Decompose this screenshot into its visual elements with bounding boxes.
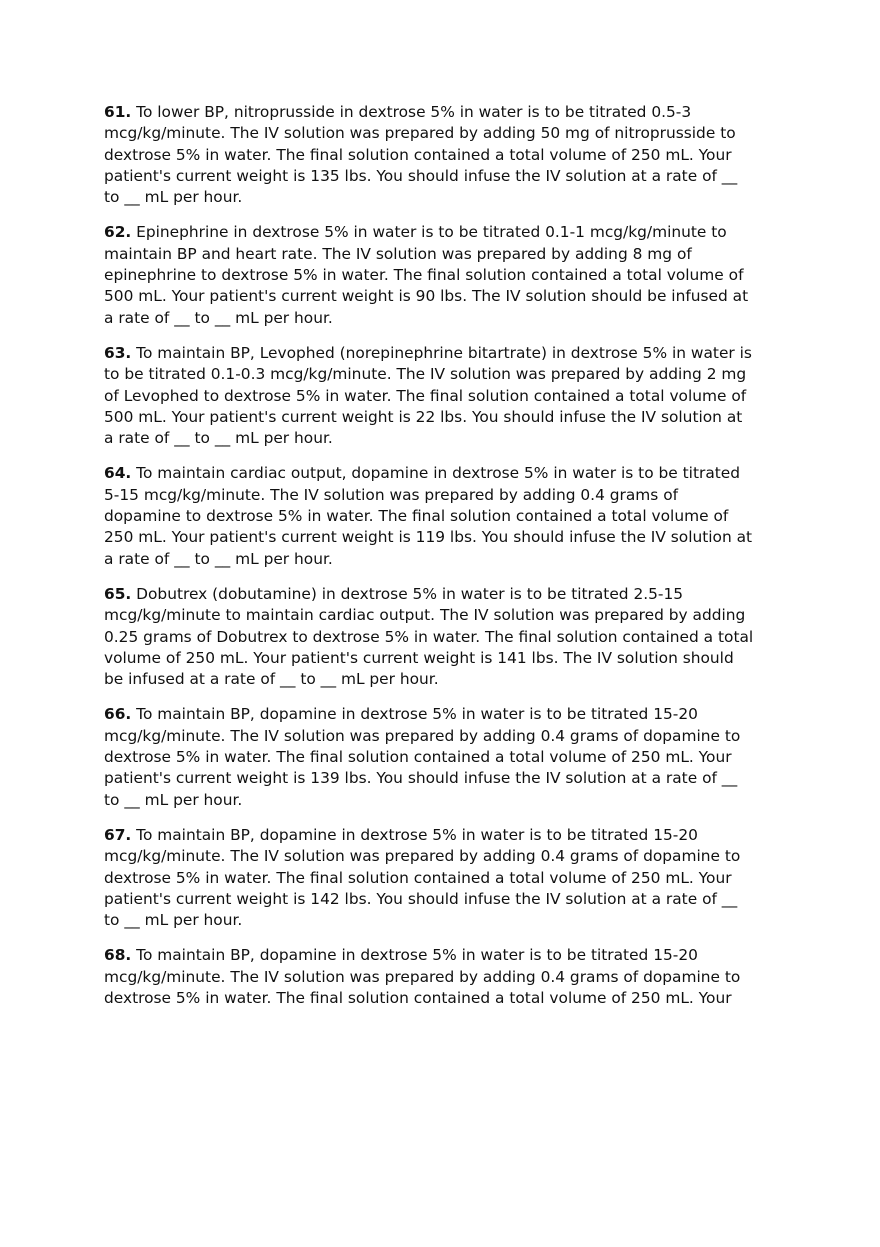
question-line: dextrose 5% in water. The final solution contained a total volume of 250 mL. Your — [104, 748, 732, 767]
question-line: 5-15 mcg/kg/minute. The IV solution was prepared by adding 0.4 grams of — [104, 485, 679, 504]
question-67 — [104, 825, 784, 931]
question-line: epinephrine to dextrose 5% in water. The final solution contained a total volume of — [104, 266, 744, 285]
question-line: volume of 250 mL. Your patient's current weight is 141 lbs. The IV solution should — [104, 648, 734, 667]
question-65 — [104, 584, 784, 690]
question-number: 62. — [104, 223, 132, 242]
question-number: 63. — [104, 343, 132, 362]
question-line: Dobutrex (dobutamine) in dextrose 5% in water is to be titrated 2.5-15 — [131, 584, 684, 603]
question-line: maintain BP and heart rate. The IV solution was prepared by adding 8 mg of — [104, 244, 692, 263]
question-line: mcg/kg/minute. The IV solution was prepared by adding 0.4 grams of dopamine to — [104, 847, 741, 866]
question-line: Epinephrine in dextrose 5% in water is to be titrated 0.1-1 mcg/kg/minute to — [131, 223, 727, 242]
question-line: mcg/kg/minute. The IV solution was prepared by adding 0.4 grams of dopamine to — [104, 967, 741, 986]
question-line: to be titrated 0.1-0.3 mcg/kg/minute. The IV solution was prepared by adding 2 mg — [104, 365, 747, 384]
question-number: 67. — [104, 825, 132, 844]
question-line: to __ mL per hour. — [104, 911, 243, 930]
question-number: 66. — [104, 705, 132, 724]
question-line: dextrose 5% in water. The final solution contained a total volume of 250 mL. Your — [104, 868, 732, 887]
question-61 — [104, 102, 784, 208]
question-line: To maintain BP, dopamine in dextrose 5% in water is to be titrated 15-20 — [131, 705, 698, 724]
question-line: patient's current weight is 135 lbs. You should infuse the IV solution at a rate of __ — [104, 166, 738, 185]
question-63 — [104, 343, 784, 449]
question-66 — [104, 704, 784, 810]
question-line: 500 mL. Your patient's current weight is 90 lbs. The IV solution should be infused at — [104, 287, 749, 306]
question-line: a rate of __ to __ mL per hour. — [104, 549, 333, 568]
question-line: To maintain cardiac output, dopamine in dextrose 5% in water is to be titrated — [131, 464, 741, 483]
document-page — [104, 102, 784, 1023]
question-line: a rate of __ to __ mL per hour. — [104, 429, 333, 448]
question-line: a rate of __ to __ mL per hour. — [104, 308, 333, 327]
question-line: 500 mL. Your patient's current weight is 22 lbs. You should infuse the IV solution at — [104, 407, 743, 426]
question-number: 65. — [104, 584, 132, 603]
question-line: To maintain BP, dopamine in dextrose 5% in water is to be titrated 15-20 — [131, 946, 698, 965]
question-line: mcg/kg/minute. The IV solution was prepared by adding 50 mg of nitroprusside to — [104, 124, 736, 143]
question-64 — [104, 463, 784, 569]
question-line: dextrose 5% in water. The final solution contained a total volume of 250 mL. Your — [104, 145, 732, 164]
question-line: To maintain BP, dopamine in dextrose 5% in water is to be titrated 15-20 — [131, 825, 698, 844]
question-62 — [104, 222, 784, 328]
question-line: 250 mL. Your patient's current weight is 119 lbs. You should infuse the IV solution at — [104, 528, 753, 547]
question-number: 64. — [104, 464, 132, 483]
question-line: of Levophed to dextrose 5% in water. The final solution contained a total volume of — [104, 386, 747, 405]
question-68 — [104, 945, 784, 1009]
question-line: To lower BP, nitroprusside in dextrose 5% in water is to be titrated 0.5-3 — [131, 103, 692, 121]
question-line: mcg/kg/minute to maintain cardiac output. The IV solution was prepared by adding — [104, 606, 746, 625]
question-line: to __ mL per hour. — [104, 188, 243, 207]
question-line: mcg/kg/minute. The IV solution was prepared by adding 0.4 grams of dopamine to — [104, 726, 741, 745]
question-line: To maintain BP, Levophed (norepinephrine bitartrate) in dextrose 5% in water is — [131, 343, 752, 362]
question-line: dextrose 5% in water. The final solution contained a total volume of 250 mL. Your — [104, 988, 732, 1007]
question-line: patient's current weight is 142 lbs. You should infuse the IV solution at a rate of __ — [104, 889, 738, 908]
question-number: 61. — [104, 103, 132, 121]
question-line: be infused at a rate of __ to __ mL per hour. — [104, 670, 439, 689]
question-number: 68. — [104, 946, 132, 965]
question-line: patient's current weight is 139 lbs. You should infuse the IV solution at a rate of __ — [104, 769, 738, 788]
question-line: to __ mL per hour. — [104, 790, 243, 809]
question-line: 0.25 grams of Dobutrex to dextrose 5% in water. The final solution contained a total — [104, 627, 754, 646]
question-line: dopamine to dextrose 5% in water. The final solution contained a total volume of — [104, 507, 729, 526]
